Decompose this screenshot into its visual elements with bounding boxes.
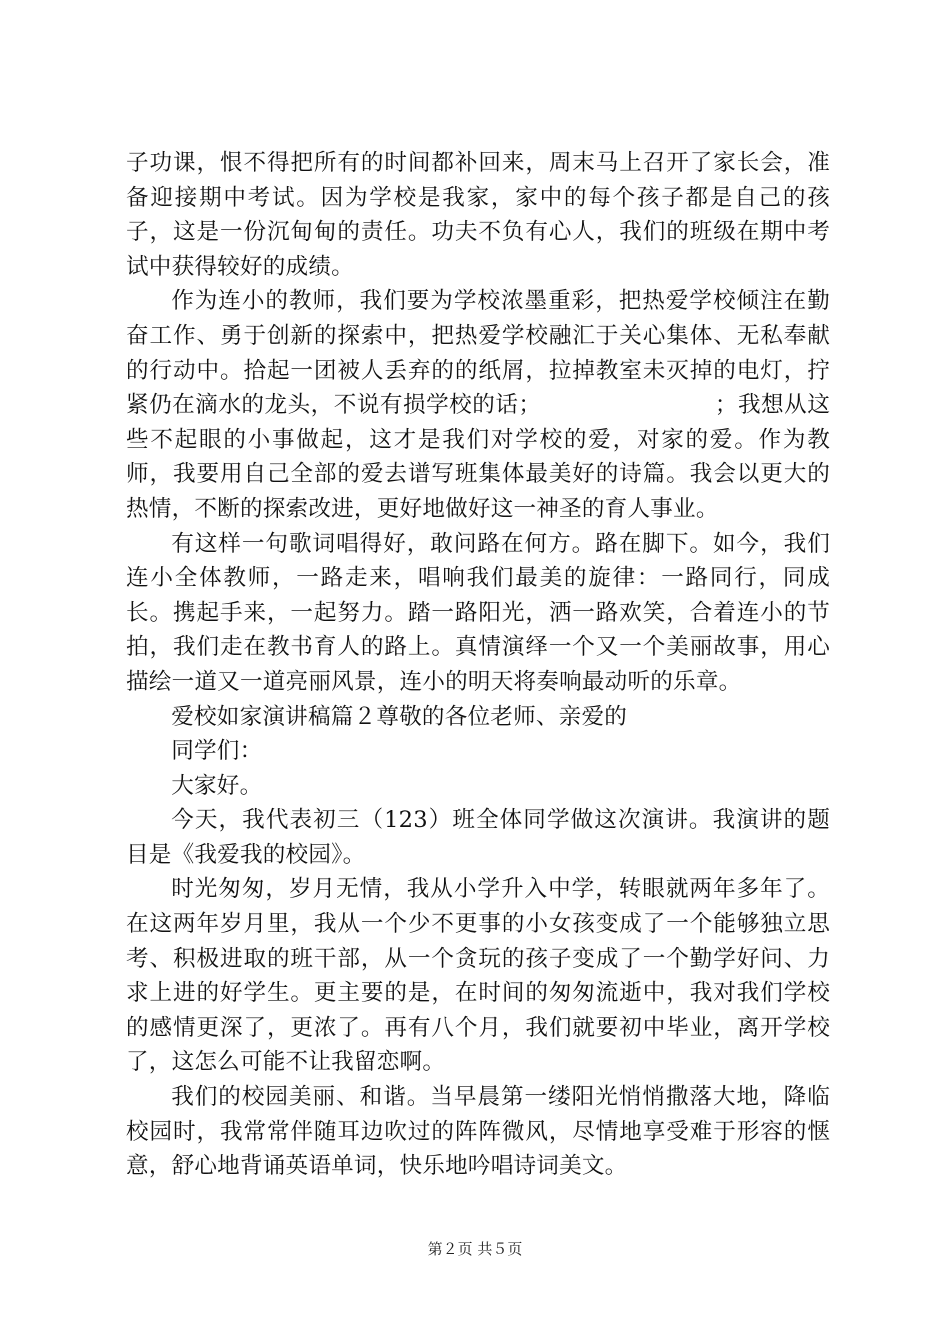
paragraph-song-lyrics: 有这样一句歌词唱得好，敢问路在何方。路在脚下。如今，我们连小全体教师，一路走来，唱响我们最美的旋律：一路同行，同成长。携起手来，一起努力。踏一路阳光，洒一路欢笑，合着连小的节拍，我们走在教书育人的路上。真情演绎一个又一个美丽故事，用心描绘一道又一道亮丽风景，连小的明天将奏响最动听的乐章。 (126, 530, 830, 695)
greeting-hello: 大家好。 (171, 772, 263, 799)
paragraph-continuation: 子功课，恨不得把所有的时间都补回来，周末马上召开了家长会，准备迎接期中考试。因为学校是我家，家中的每个孩子都是自己的孩子，这是一份沉甸甸的责任。功夫不负有心人，我们的班级在期中考试中获得较好的成绩。 (126, 150, 830, 280)
paragraph-teacher-duty: 作为连小的教师，我们要为学校浓墨重彩，把热爱学校倾注在勤奋工作、勇于创新的探索中，把热爱学校融汇于关心集体、无私奉献的行动中。拾起一团被人丢弃的的纸屑，拉掉教室未灭掉的电灯，拧紧仍在滴水的龙头，不说有损学校的话； ；我想从这些不起眼的小事做起，这才是我们对学校的爱，对家的爱。作为教师，我要用自己全部的爱去谱写班集体最美好的诗篇。我会以更大的热情，不断的探索改进，更好地做好这一神圣的育人事业。 (126, 288, 830, 522)
paragraph-campus-beauty: 我们的校园美丽、和谐。当早晨第一缕阳光悄悄撒落大地，降临校园时，我常常伴随耳边吹过的阵阵微风，尽情地享受难于形容的惬意，舒心地背诵英语单词，快乐地吟唱诗词美文。 (126, 1084, 830, 1180)
document-body (126, 146, 830, 1184)
greeting-students: 同学们： (171, 738, 263, 765)
speech-title-line: 爱校如家演讲稿篇２尊敬的各位老师、亲爱的 (171, 703, 628, 730)
paragraph-introduction: 今天，我代表初三（123）班全体同学做这次演讲。我演讲的题目是《我爱我的校园》。 (126, 807, 830, 868)
page-number-footer: 第２页 共５页 (427, 1240, 523, 1258)
paragraph-time-passing: 时光匆匆，岁月无情，我从小学升入中学，转眼就两年多年了。在这两年岁月里，我从一个少不更事的小女孩变成了一个能够独立思考、积极进取的班干部，从一个贪玩的孩子变成了一个勤学好问、力求上进的好学生。更主要的是，在时间的匆匆流逝中，我对我们学校的感情更深了，更浓了。再有八个月，我们就要初中毕业，离开学校了，这怎么可能不让我留恋啊。 (126, 876, 830, 1076)
